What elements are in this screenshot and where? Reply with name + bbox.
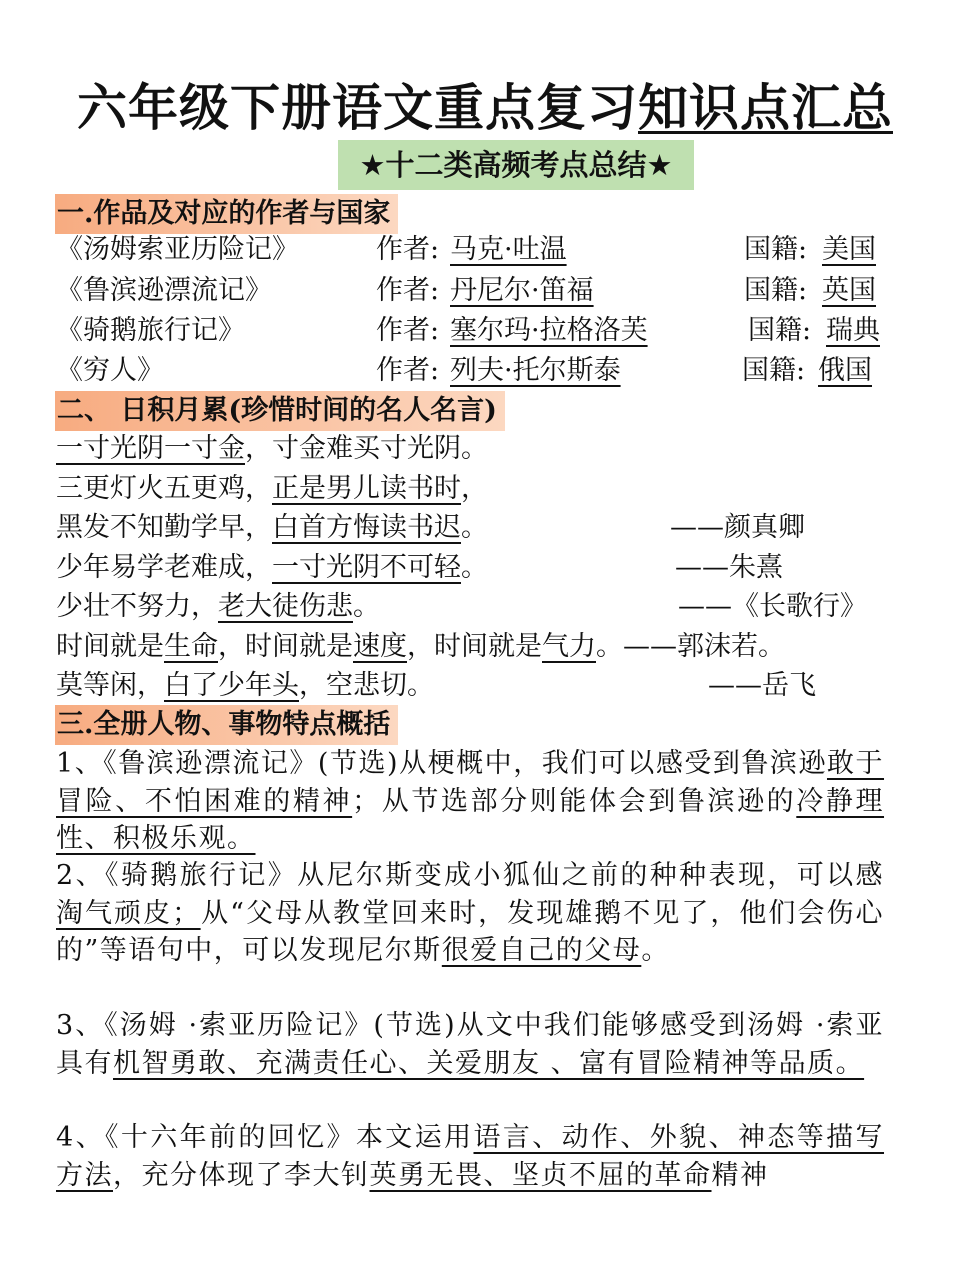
nation-label: 国籍:	[744, 234, 808, 265]
section1-heading: 一.作品及对应的作者与国家	[55, 194, 398, 234]
quote-text: 。	[461, 512, 488, 543]
quote-text: 时间就是	[56, 631, 164, 662]
author-label: 作者:	[376, 355, 440, 386]
nation-label: 国籍:	[742, 355, 806, 386]
quote-text: ，时间就是	[407, 631, 542, 662]
quote-text: 莫等闲，	[56, 670, 164, 701]
author-name: 马克·吐温	[450, 234, 567, 265]
nation-name: 瑞典	[826, 315, 880, 346]
para-text: 。	[641, 935, 670, 966]
nation-label: 国籍:	[744, 275, 808, 306]
quote-line	[56, 548, 488, 588]
para-text: 2、《骑鹅旅行记》从尼尔斯变成小狐仙之前的种种表现，可以感	[56, 860, 884, 891]
quote-underlined: 速度	[353, 631, 407, 662]
quote-text: 。	[353, 591, 380, 622]
summary-paragraph-3	[56, 1007, 884, 1082]
nation-name: 俄国	[818, 355, 872, 386]
para-underlined: 很爱自己的父母	[441, 935, 642, 966]
para-underlined: 语言、动作、外貌、神态等描写方法	[56, 1122, 885, 1191]
quote-underlined: 白首方悔读书迟	[272, 512, 461, 543]
book-title: 《鲁滨逊漂流记》	[56, 275, 272, 306]
quote-underlined: 一寸光阴一寸金	[56, 433, 245, 464]
quote-text: ，空悲切。	[299, 670, 434, 701]
nation-label: 国籍:	[748, 315, 812, 346]
para-text: 1、《鲁滨逊漂流记》(节选)从梗概中，我们可以感受到鲁滨逊	[56, 748, 827, 779]
author-label: 作者:	[376, 275, 440, 306]
para-text: 精神	[711, 1159, 769, 1191]
quote-line	[56, 587, 380, 627]
title-part2: 知识点汇总	[638, 79, 893, 137]
para-underlined: 英勇无畏、坚贞不屈的革命	[369, 1159, 712, 1191]
subtitle-banner: ★十二类高频考点总结★	[338, 140, 694, 190]
author-label: 作者:	[376, 315, 440, 346]
para-underlined: 机智勇敢、充满责任心、关爱朋友 、富有冒险精神等品质。	[113, 1047, 865, 1079]
book-title: 《汤姆索亚历险记》	[56, 234, 299, 265]
quote-attribution: ——朱熹	[675, 552, 783, 583]
para-text: ，充分体现了李大钊	[113, 1159, 370, 1191]
quote-text: 少年易学老难成，	[56, 552, 272, 583]
quote-underlined: 老大徒伤悲	[218, 591, 353, 622]
para-underlined: 敢于冒险、不怕困难的精神	[56, 748, 885, 817]
quote-attribution: ——颜真卿	[670, 512, 805, 543]
quote-line	[56, 627, 785, 667]
nation-name: 英国	[822, 275, 876, 306]
section3-heading: 三.全册人物、事物特点概括	[55, 705, 398, 745]
para-underlined: 冷静理性、积极乐观。	[56, 785, 885, 854]
para-text: 4、《十六年前的回忆》本文运用	[56, 1122, 474, 1153]
author-name: 丹尼尔·笛福	[450, 275, 594, 306]
quote-line	[56, 508, 488, 548]
quote-line	[56, 429, 488, 469]
para-text: 从“父母从教堂回来时，发现雄鹅不见了，他们会伤心的”等语句中，可以发现尼尔斯	[56, 897, 885, 966]
quote-attribution: ——岳飞	[708, 670, 816, 701]
book-title: 《穷人》	[56, 355, 164, 386]
author-name: 列夫·托尔斯泰	[450, 355, 621, 386]
para-text: 3、《汤姆 ·索亚历险记》(节选)从文中我们能够感受到汤姆 ·索亚具有	[56, 1010, 884, 1079]
quote-text: 黑发不知勤学早，	[56, 512, 272, 543]
section2-heading: 二、 日积月累(珍惜时间的名人名言)	[55, 391, 505, 431]
quote-line	[56, 666, 434, 706]
title-part1: 六年级下册语文重点复习	[77, 79, 638, 137]
nation-name: 美国	[822, 234, 876, 265]
quote-underlined: 白了少年头	[164, 670, 299, 701]
summary-paragraph-4	[56, 1119, 884, 1194]
quote-underlined: 生命	[164, 631, 218, 662]
para-underlined: 淘气顽皮；	[56, 897, 201, 929]
quote-text: 。	[461, 552, 488, 583]
quote-attribution: ——《长歌行》	[678, 591, 867, 622]
quote-text: ，	[461, 473, 488, 504]
para-text: ；从节选部分则能体会到鲁滨逊的	[352, 785, 797, 817]
quote-underlined: 气力	[542, 631, 596, 662]
quote-text: 少壮不努力，	[56, 591, 218, 622]
quote-line	[56, 469, 488, 509]
quote-text: 三更灯火五更鸡，	[56, 473, 272, 504]
quote-underlined: 正是男儿读书时	[272, 473, 461, 504]
summary-paragraph-2	[56, 857, 884, 970]
page-title	[0, 78, 970, 138]
quote-text: ，时间就是	[218, 631, 353, 662]
quote-underlined: 一寸光阴不可轻	[272, 552, 461, 583]
author-name: 塞尔玛·拉格洛芙	[450, 315, 648, 346]
quote-text: ，寸金难买寸光阴。	[245, 433, 488, 464]
book-title: 《骑鹅旅行记》	[56, 315, 245, 346]
quote-text: 。——郭沫若。	[596, 631, 785, 662]
author-label: 作者:	[376, 234, 440, 265]
summary-paragraph-1	[56, 745, 884, 858]
